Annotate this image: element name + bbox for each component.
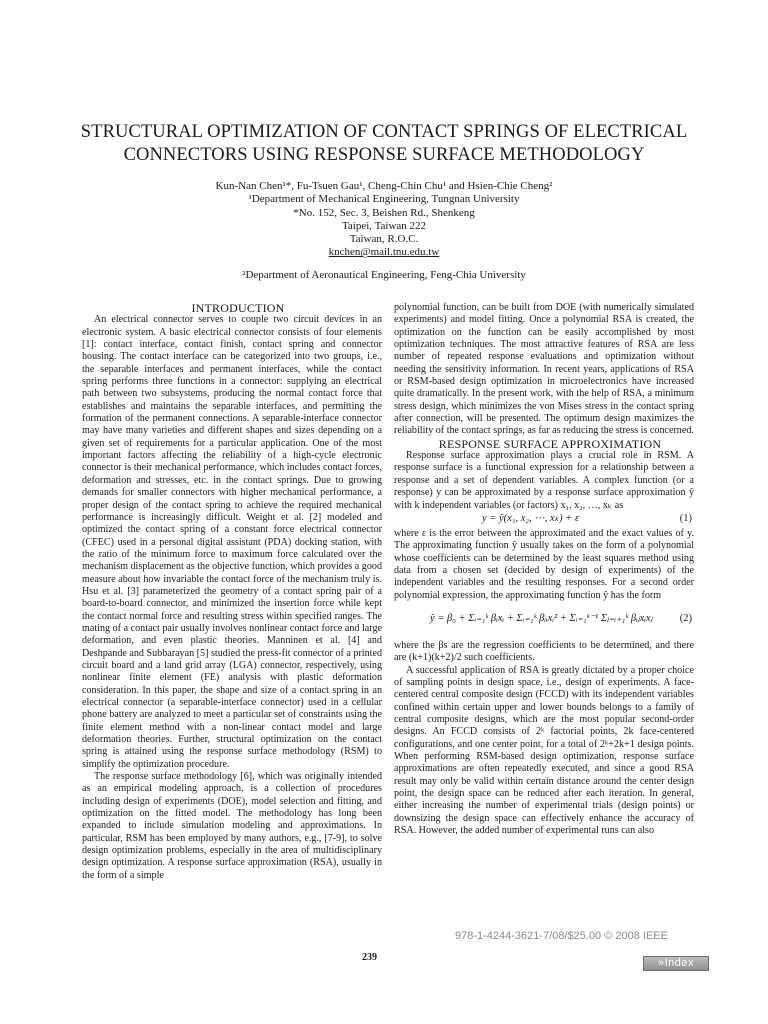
introduction-paragraph-2: The response surface methodology [6], which was originally intended as an empirical modeling approach, is a collection of procedures including design of experiments (DOE), model selection and fitting, and optimization on the fitted model. The methodology has long been expanded to include simulation modeling and approximations. In particular, RSM has been employed by many authors, e.g., [7-9], to solve design optimization problems, especially in the area of multidisciplinary design optimization. A response surface approximation (RSA), usually in the form of a simple [82, 771, 382, 881]
author-names: Kun-Nan Chen¹*, Fu-Tsuen Gau¹, Cheng-Chin Chu¹ and Hsien-Chie Cheng² [215, 180, 553, 192]
title-line-1: STRUCTURAL OPTIMIZATION OF CONTACT SPRINGS OF ELECTRICAL [80, 122, 688, 142]
copyright-notice: 978-1-4244-3621-7/08/$25.00 © 2008 IEEE [455, 930, 668, 942]
introduction-paragraph-3: polynomial function, can be built from DOE (with numerically simulated experiments) and model fitting. Once a polynomial RSA is created, the optimization on the function can be easily accomplished by most optimization techniques. The most attractive features of RSA are less number of repeated response evaluations and optimization without needing the sensitivity information. In recent years, applications of RSA or RSM-based design optimization in microelectronics have increased quite dramatically. In the present work, with the help of RSA, a minimum stress design, which minimizes the von Mises stress in the contact spring after connection, will be presented. The optimum design maximizes the reliability of the contact springs, as far as reducing the stress is concerned. [394, 302, 694, 437]
author-address-line-1: *No. 152, Sec. 3, Beishen Rd., Shenkeng [293, 206, 475, 219]
page-number: 239 [362, 952, 377, 963]
section-heading-rsa: RESPONSE SURFACE APPROXIMATION [438, 436, 662, 451]
left-column [82, 302, 382, 882]
equation-1 [394, 512, 694, 528]
equation-2-number: (2) [679, 612, 692, 624]
rsa-paragraph-2: where ε is the error between the approximated and the exact values of y. The approximating function ŷ usually takes on the form of a polynomial whose coefficients can be determined by the least squares method using data from a chosen set (decided by design of experiments) of the independent variables and the resulting responses. For a second order polynomial expression, the approximating function ŷ has the form [394, 527, 694, 601]
title-line-2: CONNECTORS USING RESPONSE SURFACE METHODOLOGY [123, 145, 645, 165]
section-heading-introduction: INTRODUCTION [191, 301, 285, 315]
author-affiliation-1: ¹Department of Mechanical Engineering, Tungnan University [248, 193, 520, 206]
right-column [394, 302, 694, 837]
equation-2-expression: ŷ = β₀ + Σᵢ₌₁ᵏ βᵢxᵢ + Σᵢ₌₁ᵏ βᵢᵢxᵢ² + Σᵢ₌₁ᵏ⁻¹ Σⱼ₌ᵢ₊₁ᵏ βᵢⱼxᵢxⱼ [430, 612, 653, 624]
author-email-link[interactable]: knchen@mail.tnu.edu.tw [328, 246, 440, 259]
equation-2 [394, 604, 694, 638]
author-address-line-3: Taiwan, R.O.C. [349, 233, 419, 246]
rsa-paragraph-4: A successful application of RSA is greatly dictated by a proper choice of sampling points in design space, i.e., design of experiments. A face-centered central composite design (FCCD) with its independent variables confined within certain upper and lower bounds belongs to a family of central composite designs, which are the most popular second-order designs. An FCCD consists of 2ᵏ factorial points, 2k face-centered configurations, and one center point, for a total of 2ᵏ+2k+1 design points. When performing RSM-based design optimization, response surface approximations are often repeatedly executed, and since a good RSA result may only be valid within certain distance around the center design point, the design space can be reduced after each iteration. In general, either increasing the number of experimental trials (design points) or downsizing the design space can effectively enhance the accuracy of RSA. However, the added number of experimental runs can also [394, 664, 694, 837]
author-block [100, 180, 668, 282]
rsa-paragraph-1: Response surface approximation plays a crucial role in RSM. A response surface is a functional expression for a relationship between a response and a set of dependent variables. A complex function (or a response) y can be approximated by a response surface approximation ŷ with k independent variables (or factors) x₁, x₂, …, xₖ as [394, 450, 694, 511]
equation-1-expression: y = ŷ(x₁, x₂, ⋯, xₖ) + ε [482, 512, 580, 524]
paper-title [60, 121, 708, 167]
author-address-line-2: Taipei, Taiwan 222 [341, 219, 427, 232]
introduction-paragraph-1: An electrical connector serves to couple two circuit devices in an electronic system. A basic electrical connector consists of four elements [1]: contact interface, contact finish, contact spring and connector housing. The contact interface can be categorized into two groups, i.e., the separable interfaces and permanent interfaces, while the contact spring performs three functions in a connector: supplying an electrical path between two subsystems, producing the normal contact force that establishes and maintains the separable interfaces, and permitting the formation of the permanent connections. A separable-interface connector may have many varieties and different shapes and sizes depending on a given set of requirements for a particular application. One of the most important factors affecting the reliability of a high-cycle electronic connector is their mechanical performance, which includes contact forces, deformation and stresses, etc. in the contact springs. Due to growing demands for smaller connectors with higher mechanical performance, a proper design of the contact spring to achieve the required mechanical performance is increasingly difficult. Weight et al. [2] modeled and optimized the contact spring of a constant force electrical connector (CFEC) used in a personal digital assistant (PDA) docking station, with the ratio of the minimum force to maximum force calculated over the mechanism displacement as the objective function, which provides a good measure about how invariable the contact force of the mechanism truly is. Hsu et al. [3] parameterized the geometry of a contact spring pair of a board-to-board connector, and minimized the insertion force while kept the contact normal force and resulting stress within specified ranges. The mating of a contact pair usually involves nonlinear contact force and large deformation, and even plastic theories. Manninen et al. [4] and Deshpande and Subbarayan [5] studied the press-fit connector of a printed circuit board and a land grid array (LGA) connector, respectively, using nonlinear finite element (FE) analysis with plastic deformation consideration. In this paper, the shape and size of a contact spring in an electrical connector (a separable-interface connector) used in a cellular phone battery are analyzed to meet a particular set of constraints using the finite element method with a non-linear contact model and large deformation theories. Further, structural optimization on the contact spring is attained using the response surface methodology (RSM) to simplify the optimization procedure. [82, 314, 382, 770]
rsa-paragraph-3: where the βs are the regression coefficients to be determined, and there are (k+1)(k+2)/2 such coefficients. [394, 639, 694, 664]
author-affiliation-2: ²Department of Aeronautical Engineering, Feng-Chia University [242, 268, 526, 281]
index-button[interactable]: »Index [643, 956, 709, 971]
equation-1-number: (1) [679, 512, 692, 524]
